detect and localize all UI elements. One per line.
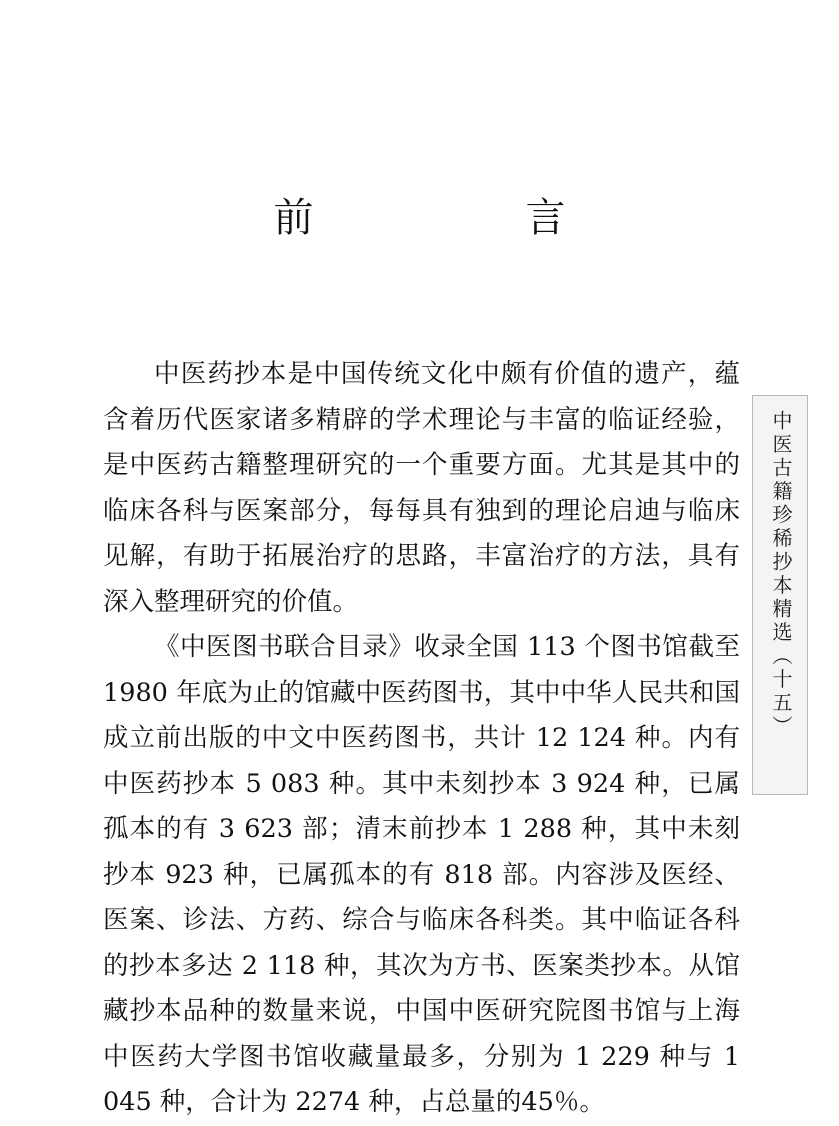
paragraph-1: 中医药抄本是中国传统文化中颇有价值的遗产，蕴含着历代医家诸多精辟的学术理论与丰富的临证经验，是中医药古籍整理研究的一个重要方面。尤其是其中的临床各科与医案部分，每每具有独到的理论启迪与临床见解，有助于拓展治疗的思路，丰富治疗的方法，具有深入整理研究的价值。	[103, 359, 740, 617]
series-side-label-text: 中医古籍珍稀抄本精选（十五）	[769, 410, 793, 739]
series-side-label-inner	[753, 396, 809, 796]
paragraph-2: 《中医图书联合目录》收录全国 113 个图书馆截至 1980 年底为止的馆藏中医药图书，其中中华人民共和国成立前出版的中文中医药图书，共计 12 124 种。内有中医药抄本 5 083 种。其中未刻抄本 3 924 种，已属孤本的有 3 623 部；清末前抄本 1 288 种，其中未刻抄本 923 种，已属孤本的有 818 部。内容涉及医经、医案、诊法、方药、综合与临床各科类。其中临证各科的抄本多达 2 118 种，其次为方书、医案类抄本。从馆藏抄本品种的数量来说，中国中医研究院图书馆与上海中医药大学图书馆收藏量最多，分别为 1 229 种与 1 045 种，合计为 2274 种，占总量的45％。	[103, 632, 740, 1117]
page-title: 前 言	[273, 195, 610, 241]
series-side-label	[752, 395, 808, 795]
body-text	[103, 352, 740, 1126]
